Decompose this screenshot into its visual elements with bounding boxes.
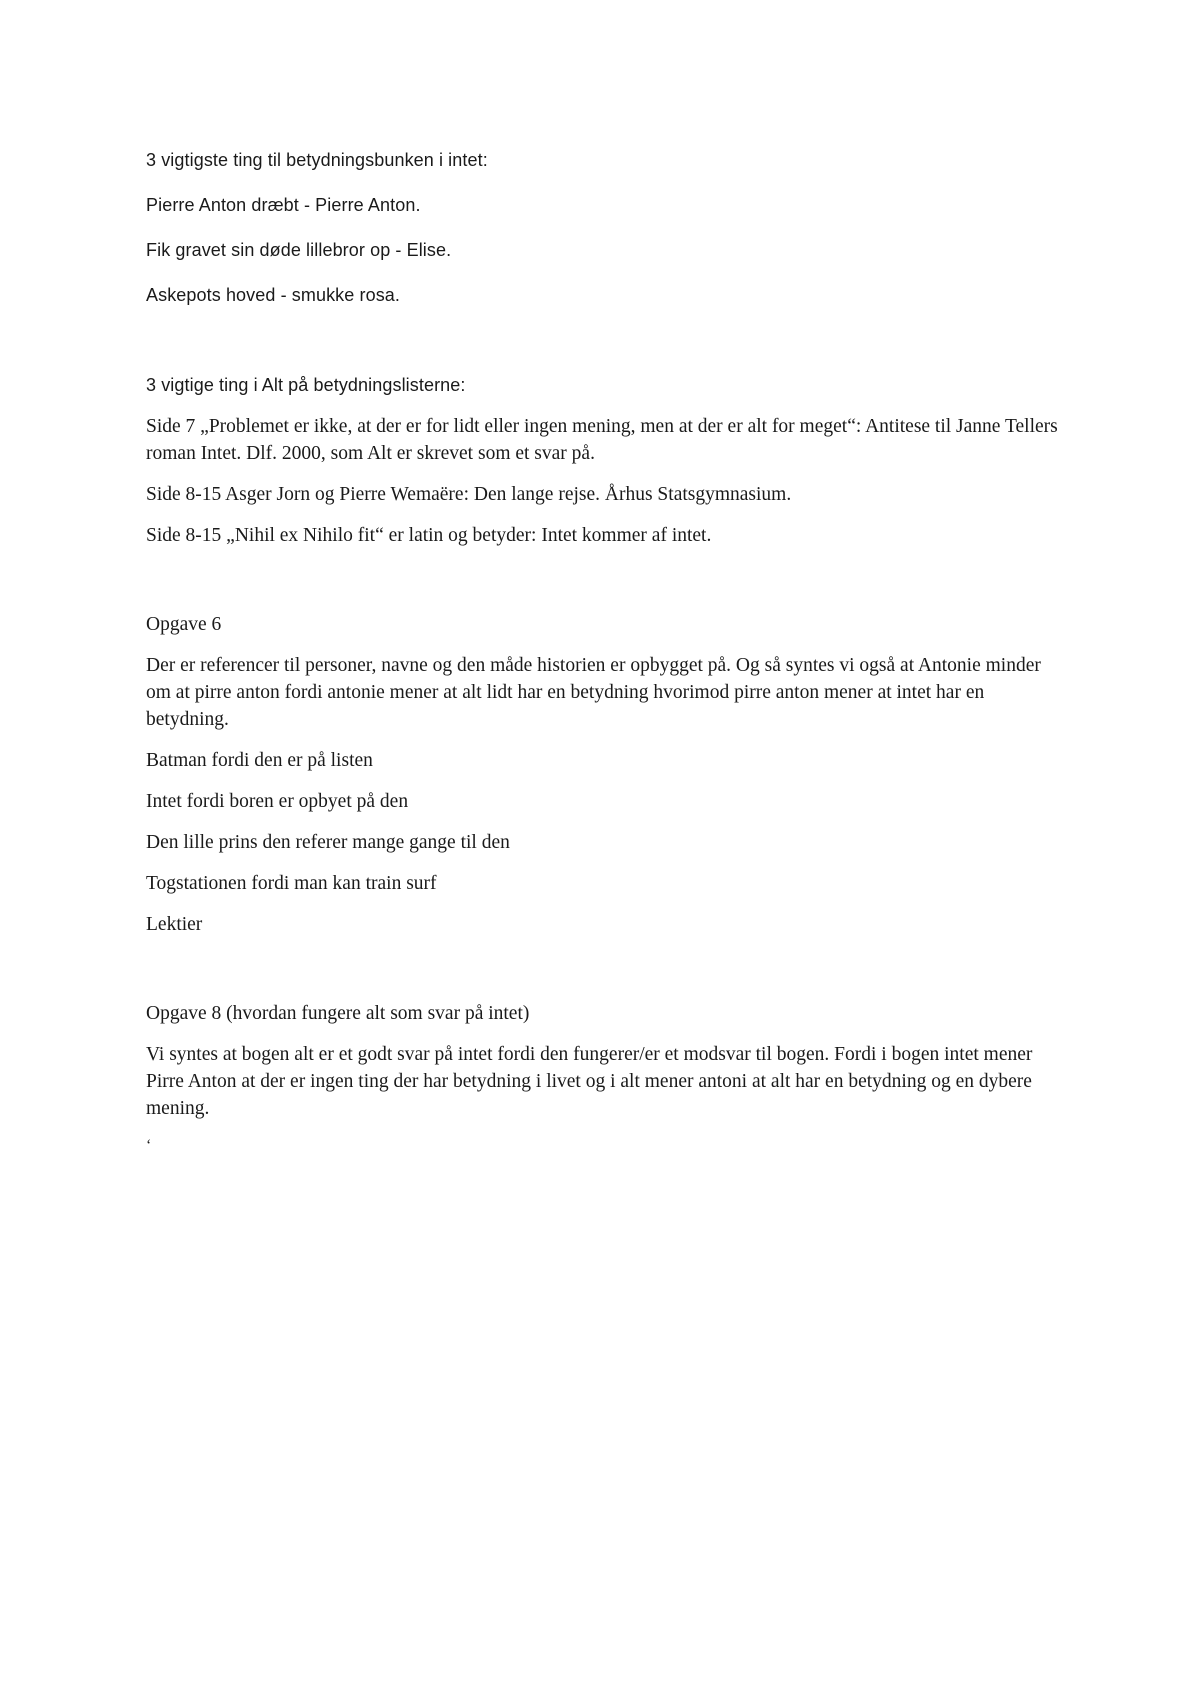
section3-item-3: Den lille prins den referer mange gange til den: [146, 832, 510, 853]
section3-item-4: Togstationen fordi man kan train surf: [146, 873, 437, 894]
section1-heading: 3 vigtigste ting til betydningsbunken i intet:: [146, 150, 488, 170]
section3-paragraph: Der er referencer til personer, navne og den måde historien er opbygget på. Og så syntes vi også at Antonie minder om at pirre anton fordi antonie mener at alt lidt har en betydning hvorimod pirre anton mener at intet har en betydning.: [146, 655, 1041, 730]
section2-item-1: Side 7 „Problemet er ikke, at der er for lidt eller ingen mening, men at der er alt for meget“: Antitese til Janne Tellers roman Intet. Dlf. 2000, som Alt er skrevet som et svar på.: [146, 416, 1058, 464]
trailing-mark: ‘: [146, 1137, 152, 1154]
section1-item-1: Pierre Anton dræbt - Pierre Anton.: [146, 195, 421, 215]
section3-item-2: Intet fordi boren er opbyet på den: [146, 791, 409, 812]
section2-item-2: Side 8-15 Asger Jorn og Pierre Wemaëre: Den lange rejse. Århus Statsgymnasium.: [146, 484, 792, 505]
document-body: [146, 146, 1066, 1156]
section3-item-5: Lektier: [146, 914, 203, 935]
section4-heading: Opgave 8 (hvordan fungere alt som svar på intet): [146, 1003, 530, 1024]
section1-item-2: Fik gravet sin døde lillebror op - Elise.: [146, 240, 452, 260]
section3-item-1: Batman fordi den er på listen: [146, 750, 373, 771]
section3-heading: Opgave 6: [146, 614, 222, 635]
section2-heading: 3 vigtige ting i Alt på betydningslisterne:: [146, 375, 466, 395]
section2-item-3: Side 8-15 „Nihil ex Nihilo fit“ er latin og betyder: Intet kommer af intet.: [146, 525, 712, 546]
section1-item-3: Askepots hoved - smukke rosa.: [146, 285, 401, 305]
section4-paragraph: Vi syntes at bogen alt er et godt svar på intet fordi den fungerer/er et modsvar til bogen. Fordi i bogen intet mener Pirre Anton at der er ingen ting der har betydning i livet og i alt mener antoni at alt har en betydning og en dybere mening.: [146, 1044, 1033, 1119]
